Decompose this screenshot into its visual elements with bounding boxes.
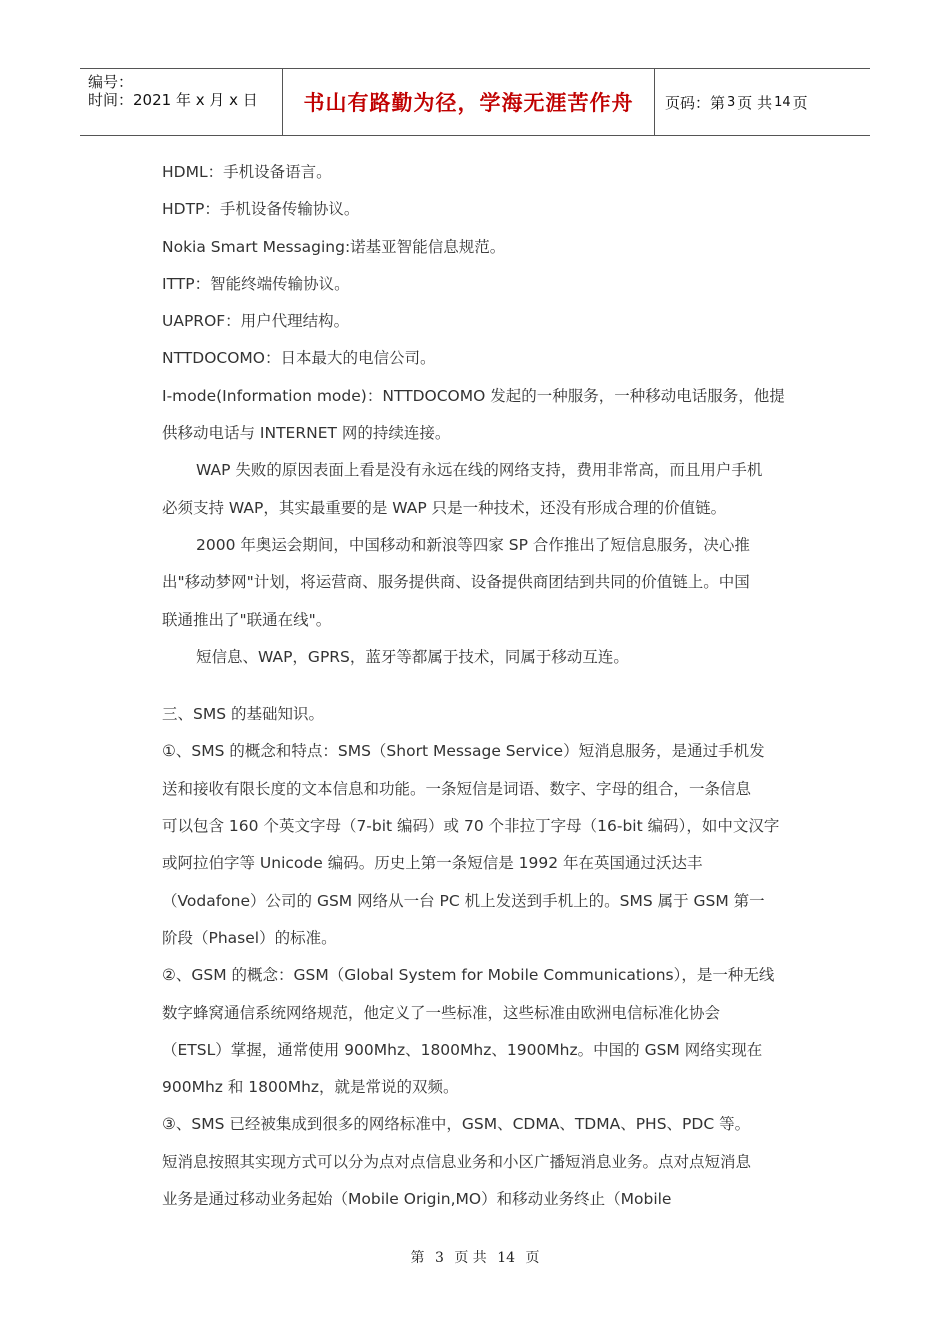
footer-current: 3 [434, 1250, 444, 1266]
body-line: HDML：手机设备语言。 [162, 163, 332, 181]
footer-prefix: 第 [410, 1250, 425, 1266]
time-label: 时间：2021 年 x 月 x 日 [88, 91, 258, 109]
body-line: 业务是通过移动业务起始（Mobile Origin,MO）和移动业务终止（Mobile [162, 1190, 672, 1209]
motto-text: 书山有路勤为径，学海无涯苦作舟 [303, 90, 634, 115]
body-line: 必须支持 WAP，其实最重要的是 WAP 只是一种技术，还没有形成合理的价值链。 [162, 498, 727, 517]
body-line: UAPROF：用户代理结构。 [162, 312, 350, 331]
body-line: 短信息、WAP，GPRS，蓝牙等都属于技术，同属于移动互连。 [196, 647, 629, 666]
page-footer [0, 1247, 950, 1267]
body-line: HDTP：手机设备传输协议。 [162, 200, 360, 219]
document-body [162, 158, 812, 1222]
footer-total: 14 [497, 1250, 516, 1266]
body-line: 数字蜂窝通信系统网络规范，他定义了一些标准，这些标准由欧洲电信标准化协会 [162, 1003, 721, 1022]
body-line: （Vodafone）公司的 GSM 网络从一台 PC 机上发送到手机上的。SMS 属于 GSM 第一 [162, 891, 765, 910]
body-line: WAP 失败的原因表面上看是没有永远在线的网络支持，费用非常高，而且用户手机 [196, 461, 763, 480]
footer-mid: 页 共 [454, 1250, 487, 1266]
body-line: 送和接收有限长度的文本信息和功能。一条短信是词语、数字、字母的组合，一条信息 [162, 779, 752, 798]
body-line: （ETSL）掌握，通常使用 900Mhz、1800Mhz、1900Mhz。中国的 GSM 网络实现在 [162, 1040, 763, 1059]
body-line: I-mode(Information mode)：NTTDOCOMO 发起的一种服务，一种移动电话服务，他提 [162, 386, 785, 405]
body-line: ③、SMS 已经被集成到很多的网络标准中，GSM、CDMA、TDMA、PHS、PDC 等。 [162, 1115, 751, 1134]
footer-suffix: 页 [525, 1250, 540, 1266]
body-line: 阶段（Phasel）的标准。 [162, 928, 337, 947]
page-mid: 页 共 [737, 93, 773, 112]
header-page-info [655, 69, 870, 135]
page-total: 14 [774, 94, 791, 110]
body-line: 供移动电话与 INTERNET 网的持续连接。 [162, 424, 451, 443]
body-line: Nokia Smart Messaging:诺基亚智能信息规范。 [162, 237, 506, 256]
page-current: 3 [727, 94, 736, 110]
body-line: 900Mhz 和 1800Mhz，就是常说的双频。 [162, 1078, 459, 1097]
body-line: ②、GSM 的概念：GSM（Global System for Mobile Communications），是一种无线 [162, 966, 775, 985]
body-line: ITTP：智能终端传输协议。 [162, 274, 350, 293]
body-line: 或阿拉伯字等 Unicode 编码。历史上第一条短信是 1992 年在英国通过沃达丰 [162, 854, 703, 873]
body-line: 2000 年奥运会期间，中国移动和新浪等四家 SP 合作推出了短信息服务，决心推 [196, 535, 750, 554]
header-motto-cell [282, 69, 655, 135]
header-meta [80, 69, 282, 135]
page-prefix: 页码：第 [665, 93, 726, 112]
paragraph-gap [162, 680, 812, 700]
page-suffix: 页 [792, 93, 808, 112]
body-line: 联通推出了"联通在线"。 [162, 610, 332, 629]
body-line: ①、SMS 的概念和特点：SMS（Short Message Service）短消息服务，是通过手机发 [162, 742, 765, 761]
section-heading: 三、SMS 的基础知识。 [162, 705, 324, 724]
body-line: 可以包含 160 个英文字母（7-bit 编码）或 70 个非拉丁字母（16-bit 编码），如中文汉字 [162, 817, 780, 836]
body-line: NTTDOCOMO：日本最大的电信公司。 [162, 349, 436, 368]
body-line: 短消息按照其实现方式可以分为点对点信息业务和小区广播短消息业务。点对点短消息 [162, 1152, 752, 1171]
page-header [80, 68, 870, 136]
number-label: 编号： [88, 73, 134, 91]
body-line: 出"移动梦网"计划，将运营商、服务提供商、设备提供商团结到共同的价值链上。中国 [162, 573, 750, 592]
